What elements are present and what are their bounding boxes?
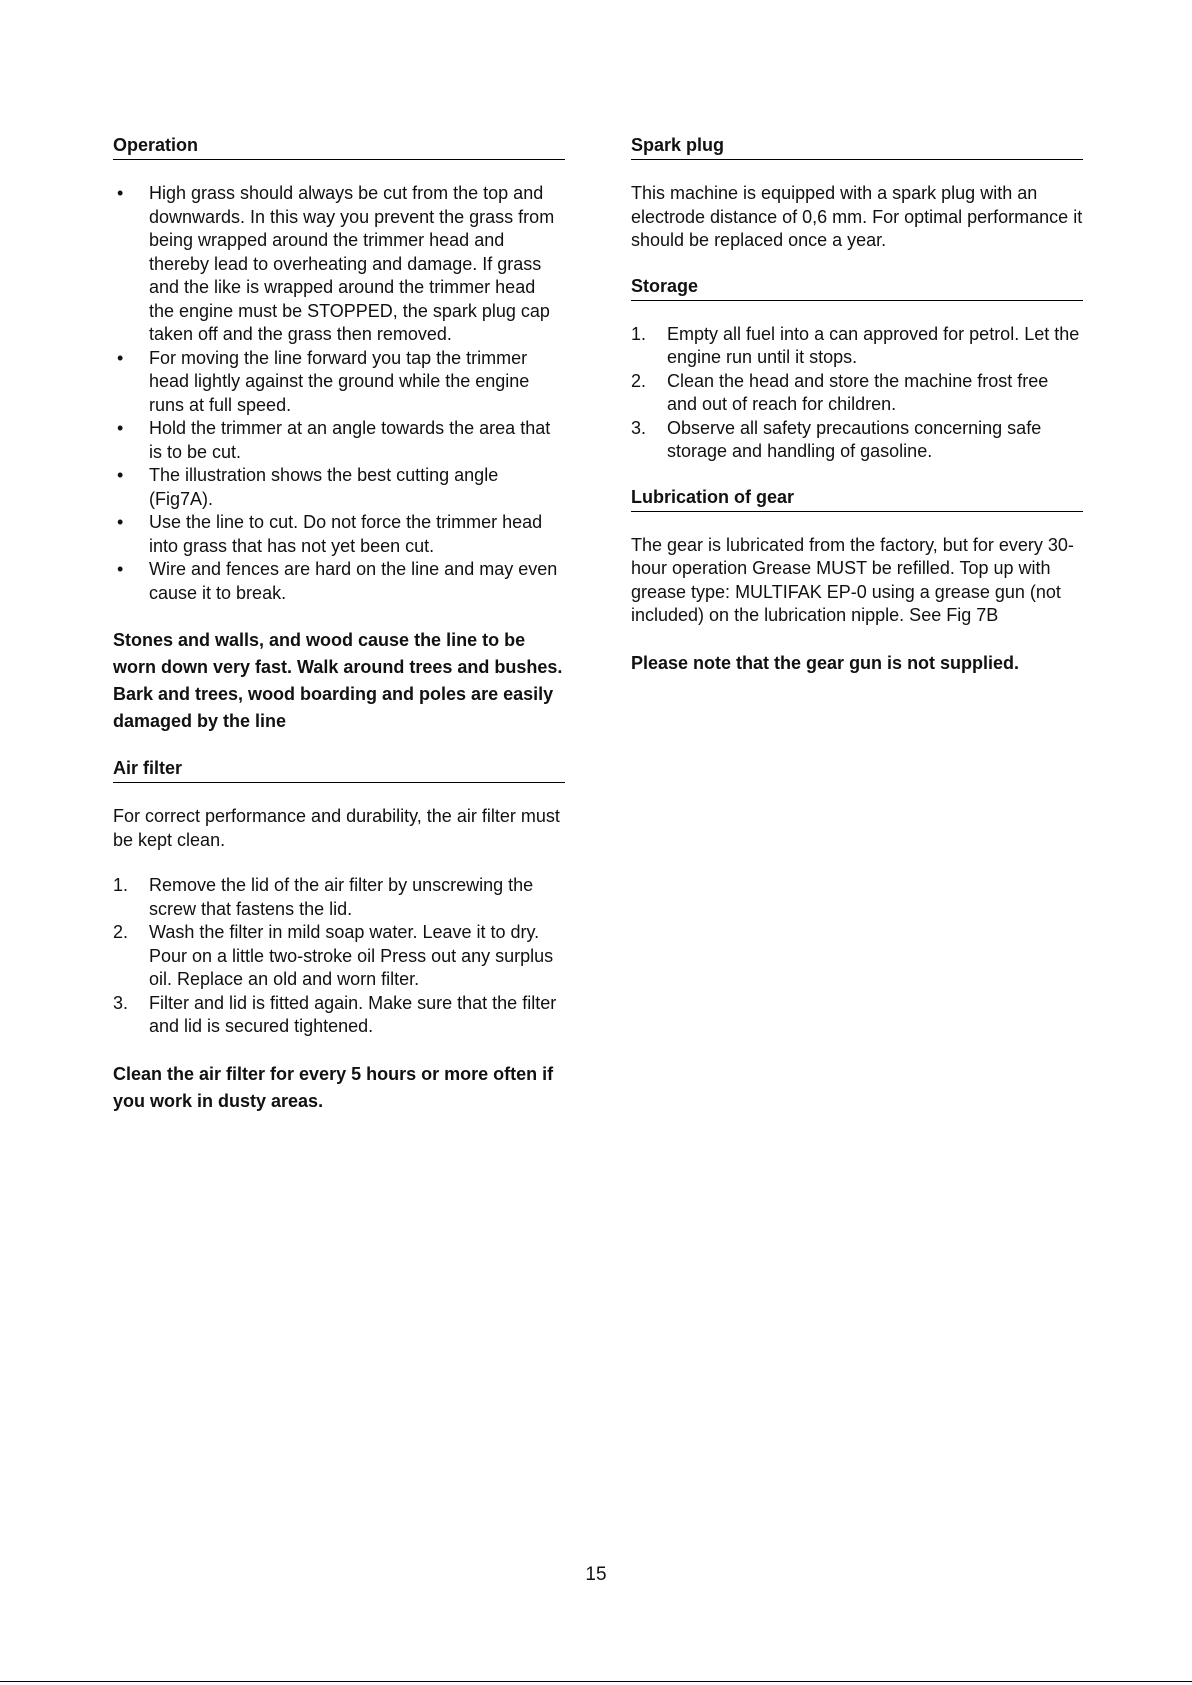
lubrication-text: The gear is lubricated from the factory, but for every 30-hour operation Grease MUST be refilled. Top up with grease type: MULTIFAK EP-0 using a grease gun (not included) on the lubrication nipple. See Fig 7B (631, 534, 1074, 625)
list-item-text: Wire and fences are hard on the line and may even cause it to break. (149, 559, 558, 603)
footer-divider (0, 1681, 1192, 1682)
list-item-text: Clean the head and store the machine frost free and out of reach for children. (667, 370, 1049, 414)
operation-heading: Operation (113, 134, 565, 160)
step-number: 2. (631, 370, 647, 391)
list-item-text: Use the line to cut. Do not force the trimmer head into grass that has not yet been cut. (149, 512, 543, 556)
step-number: 3. (631, 417, 647, 438)
list-item (631, 417, 1083, 464)
spark-plug-heading: Spark plug (631, 134, 1083, 160)
list-item (113, 182, 565, 347)
list-item (113, 464, 565, 511)
storage-steps (631, 323, 1083, 464)
bullet-marker: • (117, 347, 124, 368)
step-number: 2. (113, 922, 129, 942)
list-item (631, 370, 1083, 417)
list-item (113, 347, 565, 418)
storage-heading: Storage (631, 275, 1083, 301)
air-filter-note: Clean the air filter for every 5 hours or more often if you work in dusty areas. (113, 1063, 554, 1111)
list-item-text: Observe all safety precautions concerning safe storage and handling of gasoline. (667, 417, 1042, 461)
step-number: 1. (631, 323, 647, 344)
list-item-text: For moving the line forward you tap the trimmer head lightly against the ground while the engine runs at full speed. (149, 347, 530, 415)
air-filter-heading: Air filter (113, 757, 565, 783)
list-item-text: The illustration shows the best cutting angle (Fig7A). (149, 465, 499, 509)
air-filter-steps (113, 874, 565, 1039)
air-filter-intro: For correct performance and durability, the air filter must be kept clean. (113, 806, 560, 850)
list-item (113, 511, 565, 558)
right-column (631, 134, 1083, 699)
page-number: 15 (585, 1564, 607, 1585)
list-item-text: Wash the filter in mild soap water. Leave it to dry. Pour on a little two-stroke oil Press out any surplus oil. Replace an old and worn filter. (149, 922, 554, 989)
left-column (113, 134, 565, 1137)
operation-bullet-list (113, 182, 565, 605)
list-item-text: Filter and lid is fitted again. Make sure that the filter and lid is secured tightened. (149, 992, 557, 1036)
list-item-text: Empty all fuel into a can approved for petrol. Let the engine run until it stops. (667, 323, 1080, 367)
bullet-marker: • (117, 559, 124, 579)
bullet-marker: • (117, 418, 124, 438)
operation-warning: Stones and walls, and wood cause the line to be worn down very fast. Walk around trees and bushes. Bark and trees, wood boarding and poles are easily damaged by the line (113, 630, 563, 731)
list-item (631, 323, 1083, 370)
bullet-marker: • (117, 512, 124, 532)
bullet-marker: • (117, 465, 124, 485)
spark-plug-text: This machine is equipped with a spark plug with an electrode distance of 0,6 mm. For optimal performance it should be replaced once a year. (631, 183, 1083, 250)
lubrication-note: Please note that the gear gun is not supplied. (631, 652, 1020, 673)
list-item-text: Remove the lid of the air filter by unscrewing the screw that fastens the lid. (149, 875, 534, 919)
list-item (113, 558, 565, 605)
lubrication-heading: Lubrication of gear (631, 486, 1083, 512)
list-item-text: Hold the trimmer at an angle towards the area that is to be cut. (149, 418, 551, 462)
list-item (113, 874, 565, 921)
bullet-marker: • (117, 183, 124, 203)
list-item (113, 992, 565, 1039)
step-number: 1. (113, 875, 129, 895)
step-number: 3. (113, 992, 129, 1013)
list-item (113, 921, 565, 992)
list-item-text: High grass should always be cut from the top and downwards. In this way you prevent the grass from being wrapped around the trimmer head and thereby lead to overheating and damage. If grass and the like is wrapped around the trimmer head the engine must be STOPPED, the spark plug cap taken off and the grass then removed. (149, 183, 555, 344)
list-item (113, 417, 565, 464)
